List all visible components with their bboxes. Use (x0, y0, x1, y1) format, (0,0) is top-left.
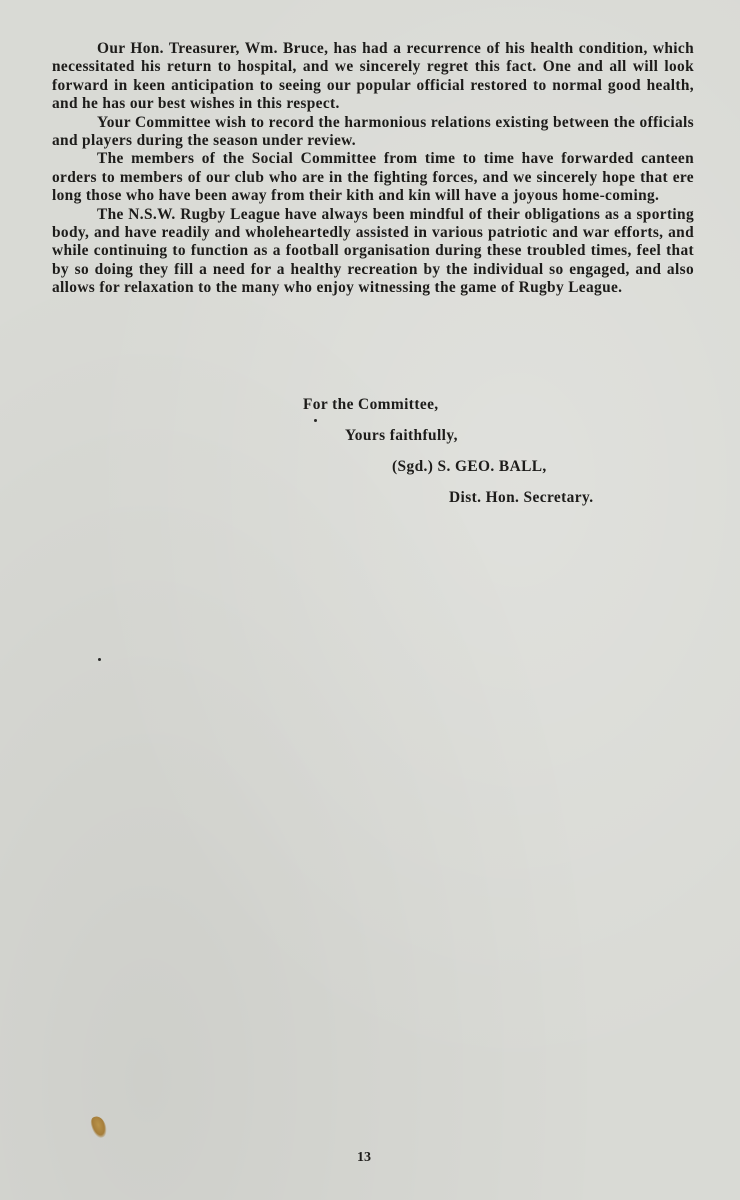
paragraph-social-committee: The members of the Social Committee from time to time have forwarded canteen orders to members of our club who are in the fighting forces, and we sincerely hope that ere long those who have been away from their kith and kin will have a joyous home-coming. (52, 150, 694, 205)
closing-yours-faithfully: Yours faithfully, (345, 427, 458, 444)
ink-speck (98, 658, 101, 661)
closing-title: Dist. Hon. Secretary. (449, 489, 594, 506)
paragraph-relations: Your Committee wish to record the harmonious relations existing between the officials and players during the season under review. (52, 113, 694, 150)
body-text (52, 40, 694, 298)
paper-stain (89, 1114, 109, 1139)
page-number: 13 (357, 1150, 371, 1165)
closing-for-committee: For the Committee, (303, 396, 439, 413)
ink-speck (314, 419, 317, 422)
closing-signature: (Sgd.) S. GEO. BALL, (392, 458, 547, 475)
paragraph-rugby-league: The N.S.W. Rugby League have always been mindful of their obligations as a sporting body, and have readily and wholeheartedly assisted in various patriotic and war efforts, and while continuing to function as a football organisation during these troubled times, feel that by so doing they fill a need for a healthy recreation by the individual so engaged, and also allows for relaxation to the many who enjoy witnessing the game of Rugby League. (52, 205, 694, 297)
paragraph-treasurer: Our Hon. Treasurer, Wm. Bruce, has had a recurrence of his health condition, which necessitated his return to hospital, and we sincerely regret this fact. One and all will look forward in keen anticipation to seeing our popular official restored to normal good health, and he has our best wishes in this respect. (52, 40, 694, 113)
